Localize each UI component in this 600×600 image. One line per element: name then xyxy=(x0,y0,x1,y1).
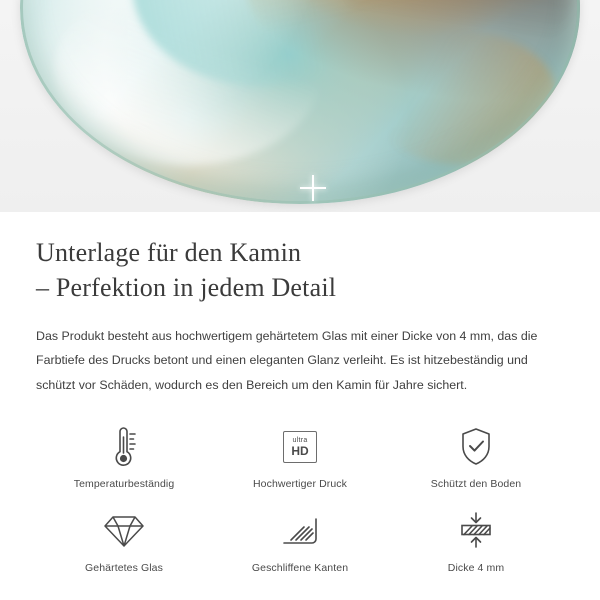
diamond-icon xyxy=(103,508,145,554)
feature-item-polished-edges xyxy=(212,508,388,574)
marble-vein-amber xyxy=(367,32,557,165)
feature-item-thickness xyxy=(388,508,564,574)
feature-label: Temperaturbeständig xyxy=(73,478,175,491)
feature-label: Hochwertiger Druck xyxy=(253,478,347,491)
ultra-hd-badge-top: ultra xyxy=(292,437,308,445)
polished-edges-icon xyxy=(279,508,321,554)
marble-vein-dark xyxy=(329,0,580,101)
page-title-line-2: – Perfektion in jedem Detail xyxy=(36,272,337,302)
feature-label: Schützt den Boden xyxy=(430,478,522,491)
thermometer-icon xyxy=(106,424,142,470)
ultra-hd-icon xyxy=(283,424,317,470)
feature-item-temperature xyxy=(36,424,212,490)
ultra-hd-badge-bottom: HD xyxy=(291,444,309,459)
page-title xyxy=(36,236,564,306)
thickness-arrows-icon xyxy=(455,508,497,554)
content-section xyxy=(0,212,600,574)
feature-item-floor-protection xyxy=(388,424,564,490)
page-title-line-1: Unterlage für den Kamin xyxy=(36,238,302,267)
feature-label: Gehärtetes Glas xyxy=(85,562,163,575)
feature-item-tempered-glass xyxy=(36,508,212,574)
marble-glass-disc xyxy=(20,0,580,204)
marble-vein-white xyxy=(54,0,323,165)
marble-vein-teal xyxy=(132,0,390,86)
description-paragraph: Das Produkt besteht aus hochwertigem gehärtetem Glas mit einer Dicke von 4 mm, das die Farbtiefe des Drucks betont und einen eleganten Glanz verleiht. Es ist hitzebeständig und schützt vor Schäden, wodurch es den Bereich um den Kamin für Jahre sichert. xyxy=(36,328,538,393)
glass-disc-wrapper xyxy=(20,0,580,204)
hero-image xyxy=(0,0,600,212)
marble-vein-gold xyxy=(214,0,476,96)
feature-item-print-quality xyxy=(212,424,388,490)
feature-grid xyxy=(36,424,564,574)
feature-label: Dicke 4 mm xyxy=(447,562,505,575)
feature-label: Geschliffene Kanten xyxy=(251,562,349,575)
shield-check-icon xyxy=(457,424,495,470)
